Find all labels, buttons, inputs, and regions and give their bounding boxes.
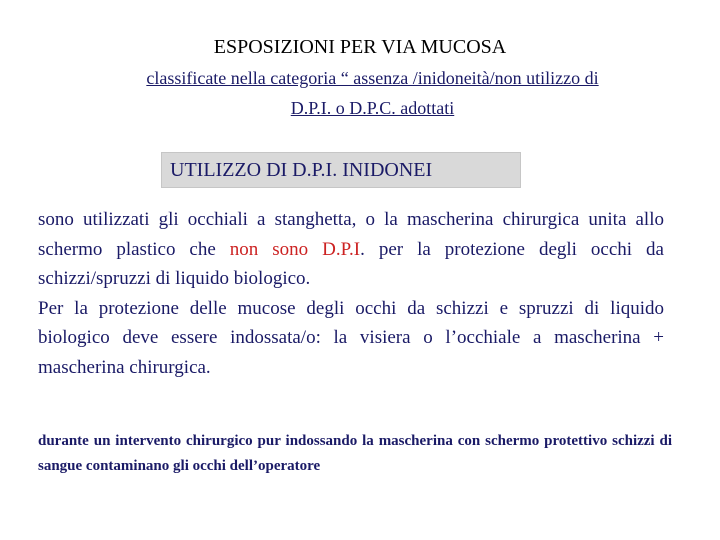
paragraph-1-part-2: . per la protezione degli occhi da schizzi/spruzzi di liquido biologico. (38, 238, 664, 289)
subtitle-line-1: classificate nella categoria “ assenza /inidoneità/non utilizzo di (146, 68, 599, 88)
body-text (38, 205, 664, 382)
section-label: UTILIZZO DI D.P.I. INIDONEI (170, 159, 433, 181)
paragraph-2: Per la protezione delle mucose degli occhi da schizzi e spruzzi di liquido biologico deve essere indossata/o: la visiera o l’occhiale a mascherina + mascherina chirurgica. (38, 297, 664, 378)
paragraph-1 (38, 205, 664, 294)
slide-subtitle (40, 63, 705, 123)
note-text: durante un intervento chirurgico pur indossando la mascherina con schermo protettivo schizzi di sangue contaminano gli occhi dell’operatore (38, 433, 672, 474)
slide-title: ESPOSIZIONI PER VIA MUCOSA (213, 36, 507, 58)
paragraph-1-part-1: sono utilizzati gli occhiali a stanghetta, o la mascherina chirurgica unita allo schermo plastico che (38, 209, 664, 260)
paragraph-1-highlight: non sono D.P.I (229, 238, 361, 260)
subtitle-line-2: D.P.I. o D.P.C. adottati (290, 98, 455, 118)
